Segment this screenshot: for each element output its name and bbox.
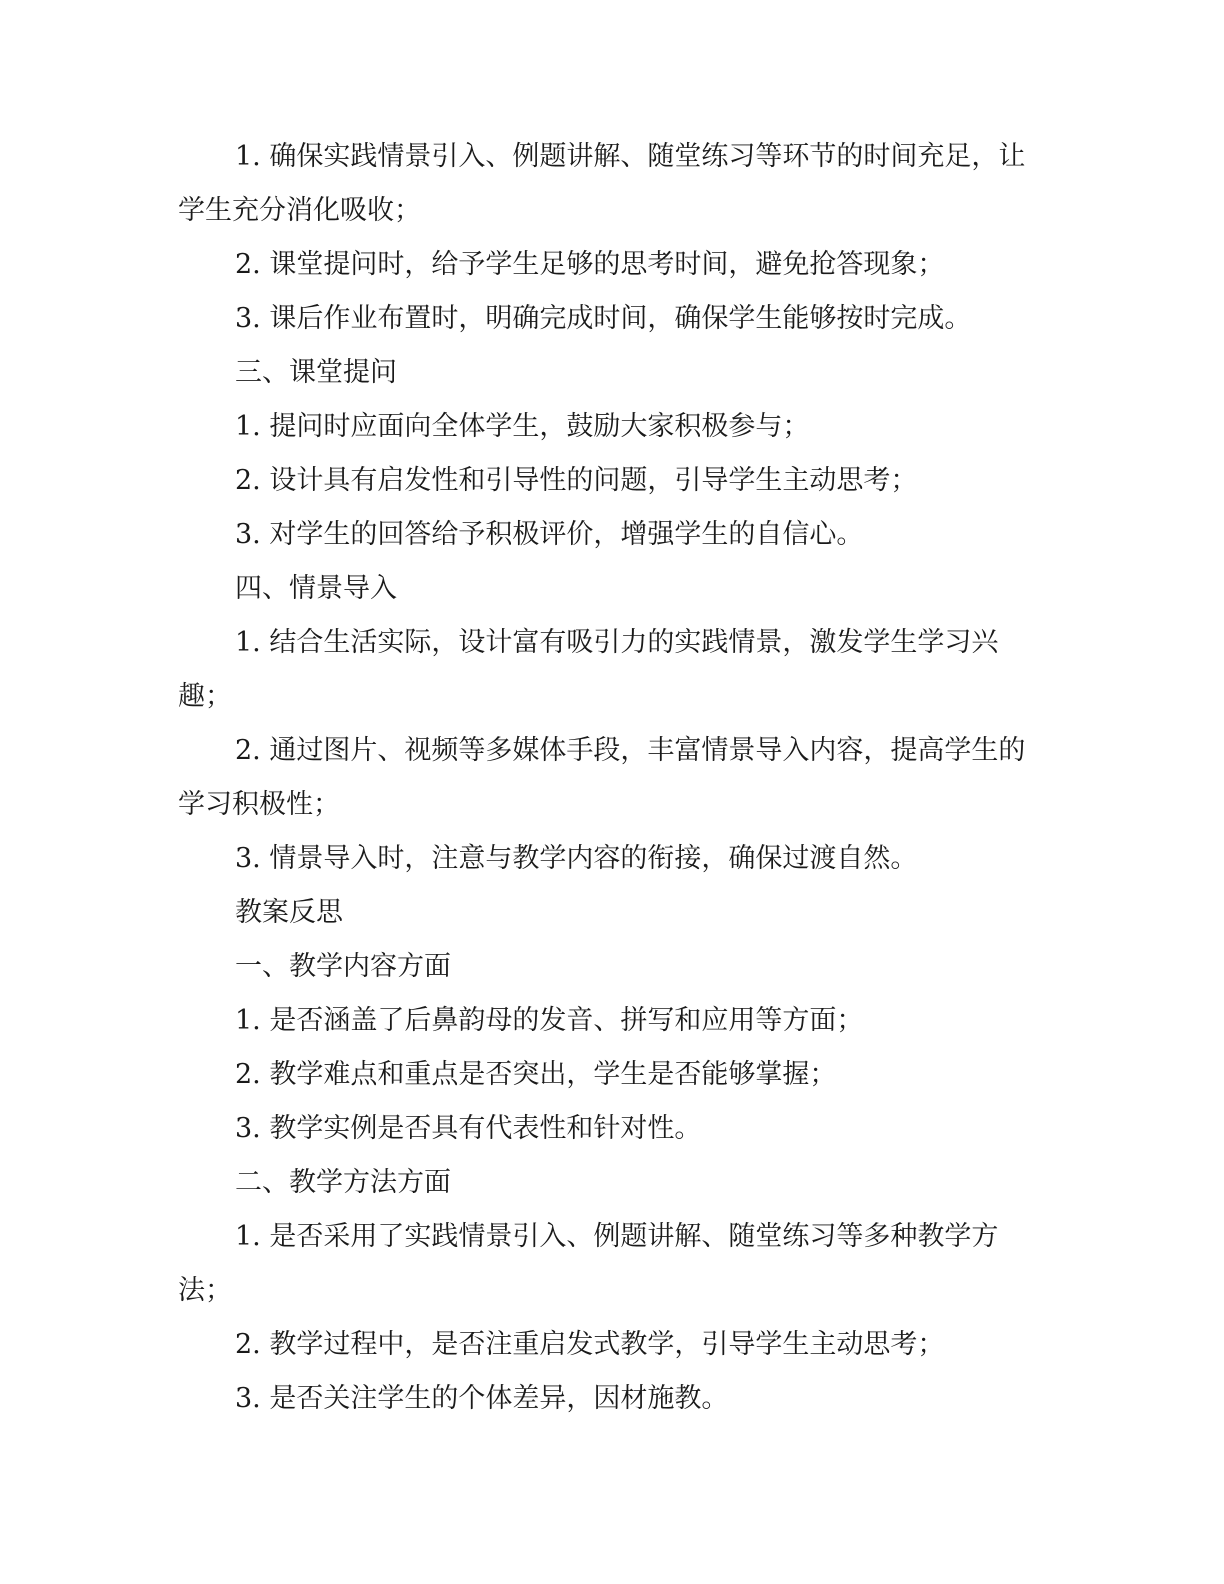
- list-item: 2. 设计具有启发性和引导性的问题，引导学生主动思考；: [235, 465, 918, 496]
- list-item: 2. 通过图片、视频等多媒体手段，丰富情景导入内容，提高学生的学习积极性；: [178, 735, 1026, 820]
- section-heading: 三、课堂提问: [235, 357, 397, 388]
- list-item: 1. 确保实践情景引入、例题讲解、随堂练习等环节的时间充足，让学生充分消化吸收；: [178, 141, 1026, 226]
- section-heading: 二、教学方法方面: [235, 1167, 451, 1198]
- list-item: 1. 是否采用了实践情景引入、例题讲解、随堂练习等多种教学方法；: [178, 1221, 999, 1306]
- list-item: 1. 提问时应面向全体学生，鼓励大家积极参与；: [235, 411, 810, 442]
- list-item: 1. 结合生活实际，设计富有吸引力的实践情景，激发学生学习兴趣；: [178, 627, 999, 712]
- list-item: 3. 教学实例是否具有代表性和针对性。: [235, 1113, 702, 1144]
- document-body: [178, 130, 1028, 1426]
- list-item: 2. 教学过程中，是否注重启发式教学，引导学生主动思考；: [235, 1329, 945, 1360]
- list-item: 3. 是否关注学生的个体差异，因材施教。: [235, 1383, 729, 1414]
- list-item: 2. 课堂提问时，给予学生足够的思考时间，避免抢答现象；: [235, 249, 945, 280]
- section-heading: 四、情景导入: [235, 573, 397, 604]
- section-heading: 一、教学内容方面: [235, 951, 451, 982]
- list-item: 3. 课后作业布置时，明确完成时间，确保学生能够按时完成。: [235, 303, 972, 334]
- list-item: 2. 教学难点和重点是否突出，学生是否能够掌握；: [235, 1059, 837, 1090]
- list-item: 3. 对学生的回答给予积极评价，增强学生的自信心。: [235, 519, 864, 550]
- list-item: 1. 是否涵盖了后鼻韵母的发音、拼写和应用等方面；: [235, 1005, 864, 1036]
- list-item: 3. 情景导入时，注意与教学内容的衔接，确保过渡自然。: [235, 843, 918, 874]
- section-title: 教案反思: [235, 897, 343, 928]
